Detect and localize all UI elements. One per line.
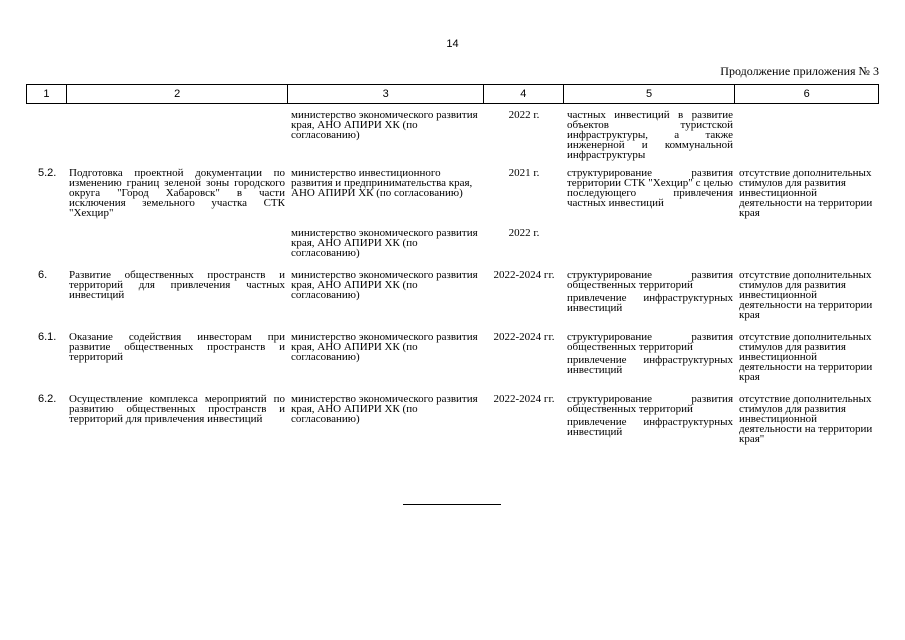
table-body xyxy=(26,110,879,444)
expected-result xyxy=(564,168,736,218)
risk xyxy=(736,228,879,258)
table-row xyxy=(26,110,879,160)
row-number: 6. xyxy=(38,269,48,281)
header-col-3: 3 xyxy=(288,85,484,103)
row-number xyxy=(26,110,66,160)
deadline: 2022 г. xyxy=(508,227,540,239)
activity-name: Осуществление комплекса мероприятий по развитию общественных пространств и территорий для привлечения инвестиций xyxy=(69,393,285,425)
risk: отсутствие дополнительных стимулов для развития инвестиционной деятельности на территории края xyxy=(739,167,873,219)
result-paragraph: структурирование развития общественных территорий xyxy=(567,393,733,415)
row-number: 6.1. xyxy=(38,331,57,343)
responsible-party: министерство инвестиционного развития и предпринимательства края, АНО АПИРИ ХК (по согласованию) xyxy=(291,167,473,199)
risk: отсутствие дополнительных стимулов для развития инвестиционной деятельности на территории края" xyxy=(739,393,873,445)
deadline: 2022-2024 гг. xyxy=(493,331,555,343)
table-row xyxy=(26,168,879,218)
header-col-5: 5 xyxy=(564,85,736,103)
table-row xyxy=(26,270,879,320)
table-row xyxy=(26,332,879,382)
expected-result xyxy=(564,228,736,258)
activity-name: Подготовка проектной документации по изменению границ зеленой зоны городского округа "Город Хабаровск" в части исключения земельного участка СТК "Хехцир" xyxy=(69,167,285,219)
result-paragraph: привлечение инфраструктурных инвестиций xyxy=(567,292,733,314)
responsible-party: министерство экономического развития края, АНО АПИРИ ХК (по согласованию) xyxy=(291,331,478,363)
header-col-6: 6 xyxy=(803,88,810,100)
deadline: 2022-2024 гг. xyxy=(493,269,555,281)
row-number: 5.2. xyxy=(38,167,57,179)
risk: отсутствие дополнительных стимулов для развития инвестиционной деятельности на территории края xyxy=(739,269,873,321)
expected-result xyxy=(564,332,736,382)
activity-name: Развитие общественных пространств и территорий для привлечения частных инвестиций xyxy=(69,269,285,301)
deadline: 2022 г. xyxy=(508,109,540,121)
activity-name xyxy=(66,228,288,258)
expected-result xyxy=(564,394,736,444)
table-row xyxy=(26,394,879,444)
responsible-party: министерство экономического развития края, АНО АПИРИ ХК (по согласованию) xyxy=(291,269,478,301)
deadline: 2022-2024 гг. xyxy=(493,393,555,405)
page-number: 14 xyxy=(446,38,459,50)
header-col-4: 4 xyxy=(484,85,564,103)
expected-result xyxy=(564,110,736,160)
continuation-caption: Продолжение приложения № 3 xyxy=(720,64,879,78)
responsible-party: министерство экономического развития края, АНО АПИРИ ХК (по согласованию) xyxy=(291,109,478,141)
expected-result xyxy=(564,270,736,320)
result-paragraph: структурирование развития территории СТК "Хехцир" с целью последующего привлечения частных инвестиций xyxy=(567,167,733,209)
risk: отсутствие дополнительных стимулов для развития инвестиционной деятельности на территории края xyxy=(739,331,873,383)
responsible-party: министерство экономического развития края, АНО АПИРИ ХК (по согласованию) xyxy=(291,393,478,425)
deadline: 2021 г. xyxy=(508,167,540,179)
header-col-1: 1 xyxy=(27,85,67,103)
responsible-party: министерство экономического развития края, АНО АПИРИ ХК (по согласованию) xyxy=(291,227,478,259)
header-col-2: 2 xyxy=(67,85,288,103)
table-row xyxy=(26,228,879,258)
result-paragraph: структурирование развития общественных территорий xyxy=(567,331,733,353)
result-paragraph: привлечение инфраструктурных инвестиций xyxy=(567,354,733,376)
table-header xyxy=(26,84,879,104)
result-paragraph: частных инвестиций в развитие объектов туристской инфраструктуры, а также инженерной и коммунальной инфраструктуры xyxy=(567,109,733,161)
activity-name: Оказание содействия инвесторам при развитие общественных пространств и территорий xyxy=(69,331,285,363)
risk xyxy=(736,110,879,160)
row-number: 6.2. xyxy=(38,393,57,405)
result-paragraph: привлечение инфраструктурных инвестиций xyxy=(567,416,733,438)
row-number xyxy=(26,228,66,258)
end-separator-line xyxy=(403,504,501,505)
result-paragraph: структурирование развития общественных территорий xyxy=(567,269,733,291)
activity-name xyxy=(66,110,288,160)
